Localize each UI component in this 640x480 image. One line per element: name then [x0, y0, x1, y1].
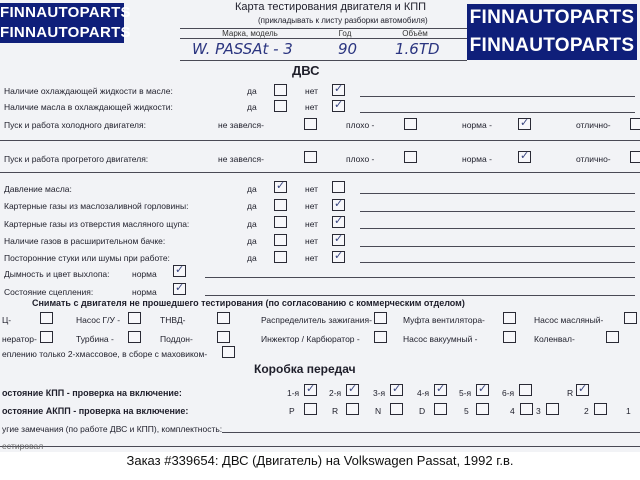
row-label: Пуск и работа прогретого двигателя:	[4, 154, 149, 164]
norm-label: норма	[132, 269, 157, 279]
yes-checkbox[interactable]	[274, 84, 287, 96]
check-mark-icon: ✓	[306, 382, 316, 395]
check-mark-icon: ✓	[520, 149, 530, 162]
volume-column-header: Объём	[402, 29, 428, 38]
form-title: Карта тестирования двигателя и КПП	[235, 1, 427, 13]
brand-logo-line-1: FINNAUTOPARTS	[0, 4, 131, 21]
row-label: Наличие масла в охлаждающей жидкости:	[4, 102, 173, 112]
option-label: плохо -	[346, 154, 375, 164]
notes-line	[360, 262, 635, 263]
option-label: отлично-	[576, 154, 611, 164]
gear-label: R	[332, 406, 339, 416]
gear-label: 3-я	[373, 388, 386, 398]
check-mark-icon: ✓	[334, 214, 344, 227]
option-checkbox[interactable]	[518, 118, 531, 130]
yes-label: да	[247, 236, 257, 246]
yes-checkbox[interactable]	[274, 181, 287, 193]
check-mark-icon: ✓	[348, 382, 358, 395]
year-column-header: Год	[338, 29, 352, 38]
check-mark-icon: ✓	[334, 232, 344, 245]
notes-line	[205, 295, 635, 296]
gear-label: N	[375, 406, 382, 416]
no-label: нет	[305, 236, 319, 246]
check-mark-icon: ✓	[334, 249, 344, 262]
no-label: нет	[305, 201, 319, 211]
gear-checkbox[interactable]	[304, 403, 317, 415]
component-label: Инжектор / Карбюратор -	[261, 334, 360, 344]
divider	[0, 140, 640, 141]
model-column-header: Марка, модель	[222, 29, 278, 38]
notes-line	[360, 211, 635, 212]
component-label: еплению только 2-хмассовое, в сборе с маховиком-	[2, 349, 208, 359]
brand-logo-line-1: FINNAUTOPARTS	[469, 7, 635, 28]
gear-label: 3	[536, 406, 541, 416]
check-mark-icon: ✓	[175, 281, 185, 294]
component-label: Поддон-	[160, 334, 193, 344]
row-label: Давление масла:	[4, 184, 72, 194]
gear-checkbox[interactable]	[594, 403, 607, 415]
gear-label: 6-я	[502, 388, 515, 398]
norm-label: норма	[132, 287, 157, 297]
no-checkbox[interactable]	[332, 100, 345, 112]
component-checkbox[interactable]	[128, 312, 141, 324]
no-checkbox[interactable]	[332, 216, 345, 228]
header-rule	[180, 60, 467, 61]
component-checkbox[interactable]	[606, 331, 619, 343]
check-mark-icon: ✓	[478, 382, 488, 395]
component-checkbox[interactable]	[624, 312, 637, 324]
check-mark-icon: ✓	[520, 116, 530, 129]
yes-checkbox[interactable]	[274, 234, 287, 246]
yes-label: да	[247, 201, 257, 211]
no-label: нет	[305, 219, 319, 229]
gearbox-section-title: Коробка передач	[254, 362, 356, 376]
form-subtitle: (прикладывать к листу разборки автомобиля)	[258, 16, 428, 25]
component-label: Распределитель зажигания-	[261, 315, 372, 325]
no-label: нет	[305, 184, 319, 194]
brand-logo-line-2: FINNAUTOPARTS	[469, 35, 635, 56]
row-label: Пуск и работа холодного двигателя:	[4, 120, 146, 130]
year-value: 90	[338, 40, 358, 58]
remarks-line	[222, 432, 640, 433]
gear-checkbox[interactable]	[390, 403, 403, 415]
component-label: Муфта вентилятора-	[403, 315, 485, 325]
gear-label: 4-я	[417, 388, 430, 398]
gear-checkbox[interactable]	[520, 403, 533, 415]
brand-logo-right	[467, 4, 637, 60]
check-mark-icon: ✓	[334, 82, 344, 95]
gear-checkbox[interactable]	[434, 384, 447, 396]
gear-label: 4	[510, 406, 515, 416]
notes-line	[205, 277, 635, 278]
section-dvs: ДВС	[292, 63, 320, 78]
gear-checkbox[interactable]	[390, 384, 403, 396]
notes-line	[360, 228, 635, 229]
no-checkbox[interactable]	[332, 199, 345, 211]
yes-label: да	[247, 219, 257, 229]
yes-checkbox[interactable]	[274, 251, 287, 263]
gear-label: 1	[626, 406, 631, 416]
option-checkbox[interactable]	[630, 151, 640, 163]
gear-label: R	[567, 388, 574, 398]
component-label: Насос вакуумный -	[403, 334, 478, 344]
component-checkbox[interactable]	[128, 331, 141, 343]
component-label: ТНВД-	[160, 315, 186, 325]
component-checkbox[interactable]	[503, 312, 516, 324]
norm-checkbox[interactable]	[173, 265, 186, 277]
gear-label: D	[419, 406, 426, 416]
model-value: W. PASSAt - 3	[192, 40, 293, 58]
notes-line	[360, 96, 635, 97]
removed-section-title: Снимать с двигателя не прошедшего тестирования (по согласованию с коммерческим отделом)	[32, 298, 465, 308]
component-checkbox[interactable]	[222, 346, 235, 358]
volume-value: 1.6TD	[395, 40, 440, 58]
row-label: Картерные газы из маслозаливной горловины:	[4, 201, 189, 211]
component-checkbox[interactable]	[40, 312, 53, 324]
component-checkbox[interactable]	[40, 331, 53, 343]
gear-checkbox[interactable]	[576, 384, 589, 396]
check-mark-icon: ✓	[392, 382, 402, 395]
option-checkbox[interactable]	[304, 151, 317, 163]
gear-checkbox[interactable]	[346, 403, 359, 415]
option-label: не завелся-	[218, 154, 264, 164]
component-label: Коленвал-	[534, 334, 575, 344]
remarks-label: угие замечания (по работе ДВС и КПП), комплектность:	[2, 424, 223, 434]
brand-logo-left	[0, 3, 131, 43]
component-checkbox[interactable]	[217, 331, 230, 343]
gear-checkbox[interactable]	[519, 384, 532, 396]
row-label: Посторонние стуки или шумы при работе:	[4, 253, 170, 263]
gear-label: 5	[464, 406, 469, 416]
component-label: Насос масляный-	[534, 315, 604, 325]
gear-label: 2	[584, 406, 589, 416]
gear-checkbox[interactable]	[476, 403, 489, 415]
remarks-line	[0, 446, 640, 447]
yes-checkbox[interactable]	[274, 199, 287, 211]
component-label: Насос Г/У -	[76, 315, 121, 325]
component-checkbox[interactable]	[374, 331, 387, 343]
row-label: Картерные газы из отверстия масляного щупа:	[4, 219, 190, 229]
option-checkbox[interactable]	[404, 118, 417, 130]
gear-checkbox[interactable]	[346, 384, 359, 396]
no-label: нет	[305, 86, 319, 96]
option-label: не завелся-	[218, 120, 264, 130]
check-mark-icon: ✓	[334, 197, 344, 210]
component-label: нератор-	[2, 334, 37, 344]
brand-logo-line-2: FINNAUTOPARTS	[0, 24, 131, 41]
no-checkbox[interactable]	[332, 84, 345, 96]
no-label: нет	[305, 253, 319, 263]
gear-checkbox[interactable]	[546, 403, 559, 415]
yes-label: да	[247, 253, 257, 263]
yes-label: да	[247, 86, 257, 96]
check-mark-icon: ✓	[276, 179, 286, 192]
divider	[0, 172, 640, 173]
manual-gearbox-label: остояние КПП - проверка на включение:	[2, 388, 182, 398]
yes-checkbox[interactable]	[274, 216, 287, 228]
gear-checkbox[interactable]	[434, 403, 447, 415]
gear-label: 5-я	[459, 388, 472, 398]
listing-caption: Заказ #339654: ДВС (Двигатель) на Volkswagen Passat, 1992 г.в.	[0, 452, 640, 480]
row-label: Наличие охлаждающей жидкости в масле:	[4, 86, 173, 96]
header-rule	[180, 38, 467, 39]
no-checkbox[interactable]	[332, 234, 345, 246]
no-checkbox[interactable]	[332, 181, 345, 193]
component-checkbox[interactable]	[503, 331, 516, 343]
component-checkbox[interactable]	[374, 312, 387, 324]
check-mark-icon: ✓	[578, 382, 588, 395]
check-mark-icon: ✓	[436, 382, 446, 395]
option-label: плохо -	[346, 120, 375, 130]
gear-label: P	[289, 406, 295, 416]
row-label: Наличие газов в расширительном бачке:	[4, 236, 166, 246]
gear-label: 2-я	[329, 388, 342, 398]
component-checkbox[interactable]	[217, 312, 230, 324]
option-checkbox[interactable]	[404, 151, 417, 163]
row-label: Дымность и цвет выхлопа:	[4, 269, 110, 279]
no-label: нет	[305, 102, 319, 112]
component-label: Турбина -	[76, 334, 114, 344]
option-label: норма -	[462, 154, 492, 164]
check-mark-icon: ✓	[175, 263, 185, 276]
yes-label: да	[247, 184, 257, 194]
auto-gearbox-label: остояние АКПП - проверка на включение:	[2, 406, 189, 416]
yes-checkbox[interactable]	[274, 100, 287, 112]
option-checkbox[interactable]	[630, 118, 640, 130]
gear-checkbox[interactable]	[304, 384, 317, 396]
gear-checkbox[interactable]	[476, 384, 489, 396]
component-label: Ц-	[2, 315, 12, 325]
check-mark-icon: ✓	[334, 98, 344, 111]
tested-by-label: естировал	[2, 441, 44, 451]
notes-line	[360, 193, 635, 194]
option-label: отлично-	[576, 120, 611, 130]
notes-line	[360, 246, 635, 247]
yes-label: да	[247, 102, 257, 112]
option-checkbox[interactable]	[518, 151, 531, 163]
gear-label: 1-я	[287, 388, 300, 398]
norm-checkbox[interactable]	[173, 283, 186, 295]
option-checkbox[interactable]	[304, 118, 317, 130]
notes-line	[360, 112, 635, 113]
option-label: норма -	[462, 120, 492, 130]
row-label: Состояние сцепления:	[4, 287, 94, 297]
no-checkbox[interactable]	[332, 251, 345, 263]
